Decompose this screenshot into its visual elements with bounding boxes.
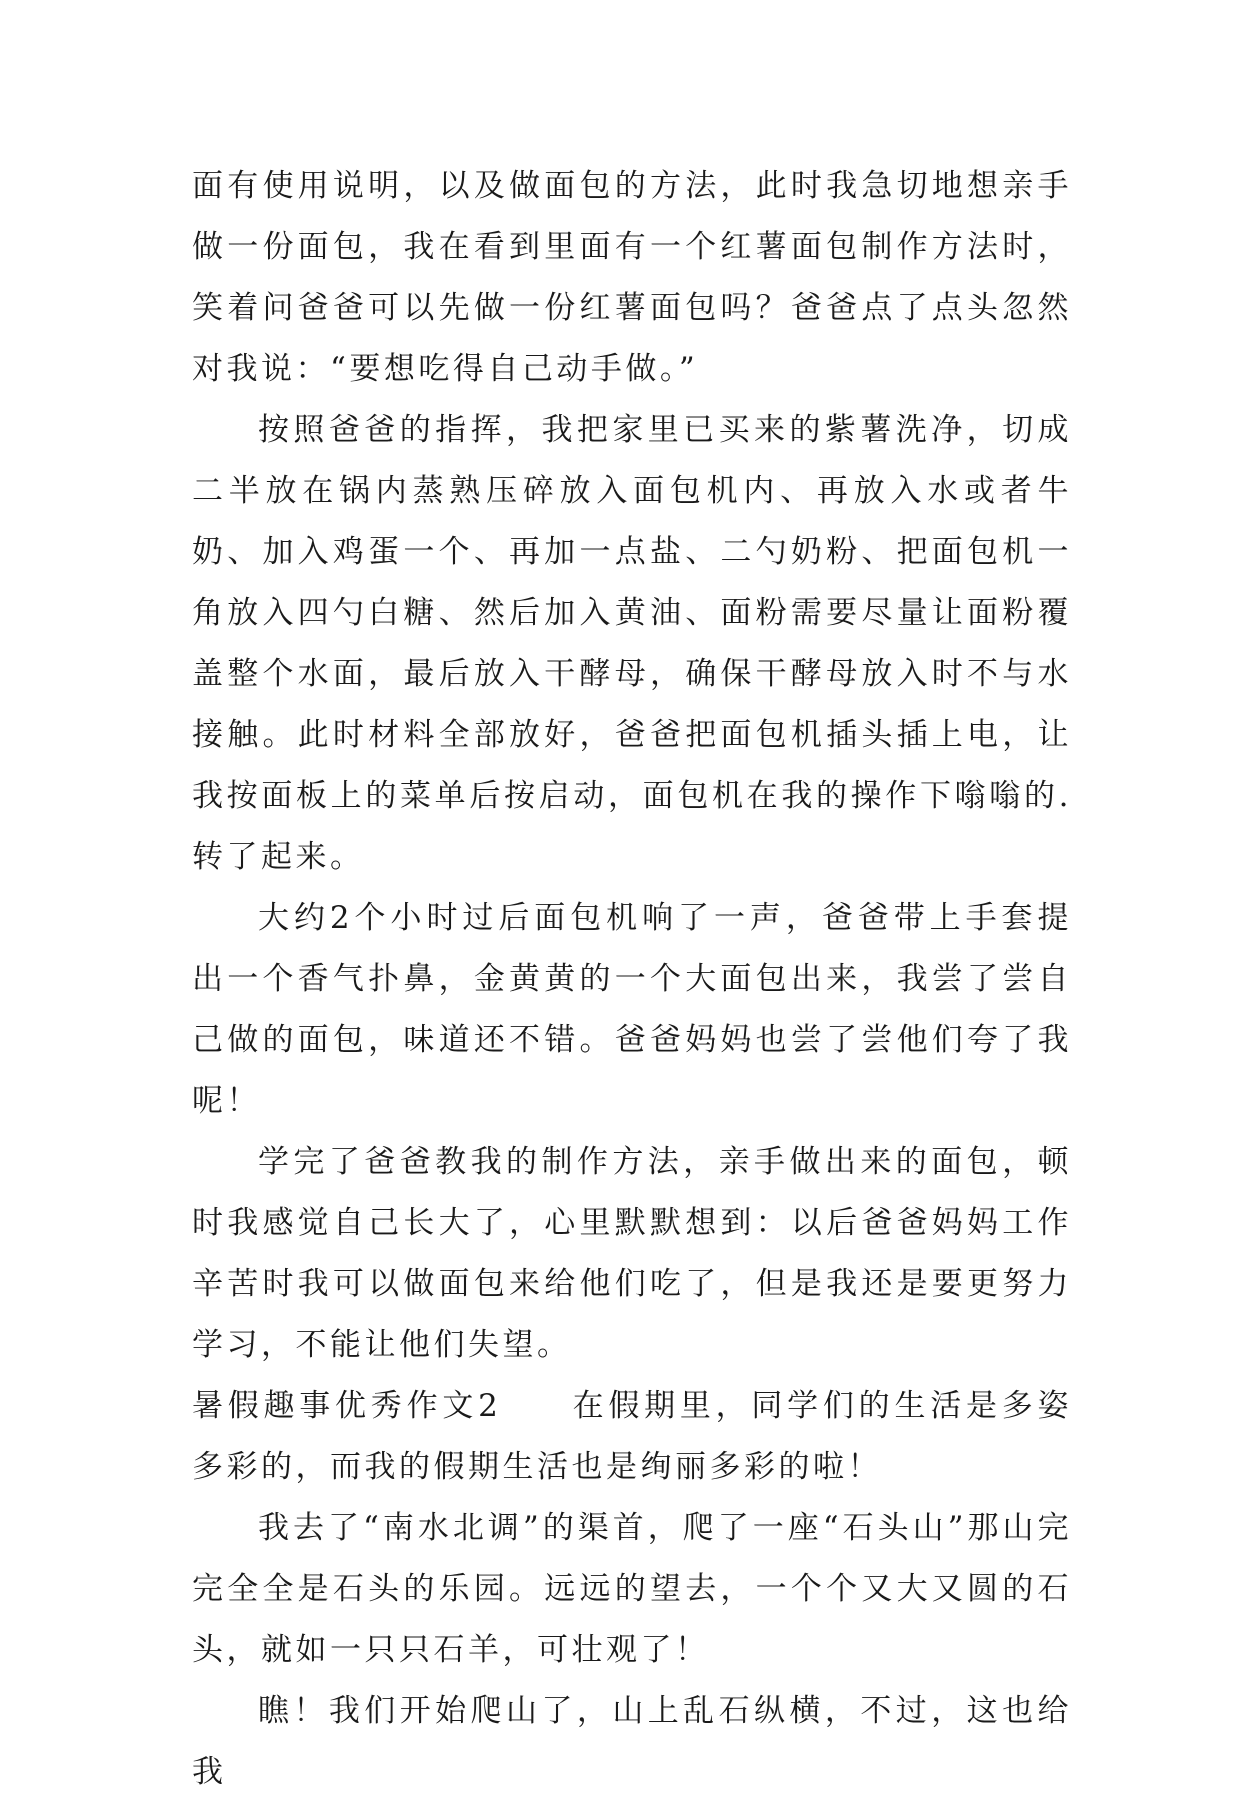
paragraph: 瞧！我们开始爬山了，山上乱石纵横，不过，这也给我: [192, 1693, 1072, 1790]
paragraph: 我去了“南水北调”的渠首，爬了一座“石头山”那山完完全全是石头的乐园。远远的望去，一个个又大又圆的石头，就如一只只石羊，可壮观了！: [192, 1510, 1072, 1668]
paragraph: 学完了爸爸教我的制作方法，亲手做出来的面包，顿时我感觉自己长大了，心里默默想到：以后爸爸妈妈工作辛苦时我可以做面包来给他们吃了，但是我还是要更努力学习，不能让他们失望。: [192, 1144, 1072, 1363]
paragraph: 大约2个小时过后面包机响了一声，爸爸带上手套提出一个香气扑鼻，金黄黄的一个大面包出来，我尝了尝自己做的面包，味道还不错。爸爸妈妈也尝了尝他们夸了我呢！: [192, 900, 1072, 1119]
paragraph-continued: 面有使用说明，以及做面包的方法，此时我急切地想亲手做一份面包，我在看到里面有一个红薯面包制作方法时，笑着问爸爸可以先做一份红薯面包吗？爸爸点了点头忽然对我说：“要想吃得自己动手做。”: [192, 168, 1072, 387]
section-heading-line: [192, 1376, 1072, 1498]
section-title: 暑假趣事优秀作文2: [192, 1388, 502, 1424]
paragraph: 按照爸爸的指挥，我把家里已买来的紫薯洗净，切成二半放在锅内蒸熟压碎放入面包机内、再放入水或者牛奶、加入鸡蛋一个、再加一点盐、二勺奶粉、把面包机一角放入四勺白糖、然后加入黄油、面粉需要尽量让面粉覆盖整个水面，最后放入干酵母，确保干酵母放入时不与水接触。此时材料全部放好，爸爸把面包机插头插上电，让我按面板上的菜单后按启动，面包机在我的操作下嗡嗡的.转了起来。: [192, 412, 1072, 875]
section-intro-text: 在假期里，同学们的生活是多姿多彩的，而我的假期生活也是绚丽多彩的啦！: [192, 1388, 1072, 1485]
document-body: [192, 156, 1072, 1803]
